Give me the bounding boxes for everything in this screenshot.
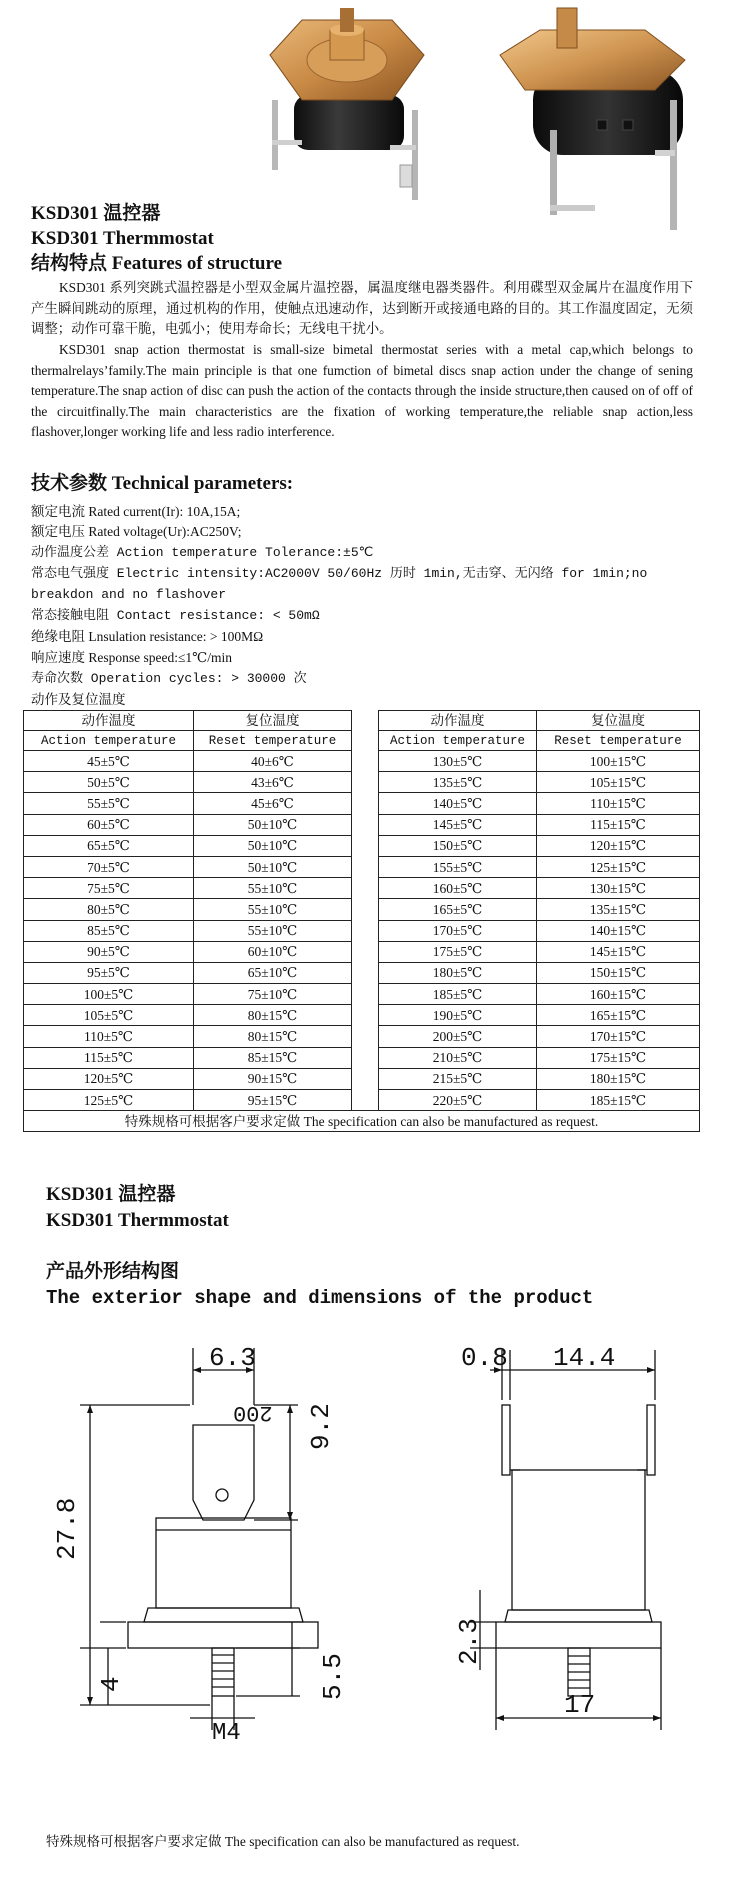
action-temp-cell: 210±5℃ — [379, 1047, 537, 1068]
action-temp-cell: 160±5℃ — [379, 878, 537, 899]
dim-tab-spacing: 14.4 — [553, 1343, 616, 1373]
drawing-front-view — [40, 1330, 360, 1730]
reset-temp-cell: 65±10℃ — [194, 962, 352, 983]
reset-temp-cell: 55±10℃ — [194, 878, 352, 899]
table-gap — [352, 1068, 379, 1089]
action-temp-cell: 105±5℃ — [24, 1005, 194, 1026]
reset-temp-cell: 145±15℃ — [537, 941, 700, 962]
title-en: KSD301 Thermmostat — [31, 228, 214, 249]
reset-temp-cell: 40±6℃ — [194, 751, 352, 772]
drawing-side-view — [450, 1330, 690, 1730]
product-photo-front — [262, 0, 432, 205]
action-temp-cell: 100±5℃ — [24, 984, 194, 1005]
reset-temp-cell: 170±15℃ — [537, 1026, 700, 1047]
action-temp-cell: 155±5℃ — [379, 856, 537, 877]
dim-stud-length: 5.5 — [318, 1653, 348, 1700]
action-temp-cell: 90±5℃ — [24, 941, 194, 962]
dim-total-height: 27.8 — [52, 1497, 82, 1560]
reset-temp-cell: 50±10℃ — [194, 835, 352, 856]
header-reset-cn: 复位温度 — [194, 711, 352, 731]
action-temp-cell: 185±5℃ — [379, 984, 537, 1005]
table-gap — [352, 941, 379, 962]
reset-temp-cell: 110±15℃ — [537, 793, 700, 814]
header-reset-en-2: Reset temperature — [537, 731, 700, 751]
action-temp-cell: 135±5℃ — [379, 772, 537, 793]
reset-temp-cell: 125±15℃ — [537, 856, 700, 877]
temperature-table — [23, 710, 700, 1132]
param-contact-resistance: 常态接触电阻 Contact resistance: < 50mΩ — [31, 608, 320, 623]
action-temp-cell: 95±5℃ — [24, 962, 194, 983]
action-temp-cell: 200±5℃ — [379, 1026, 537, 1047]
header-action-cn-2: 动作温度 — [379, 711, 537, 731]
reset-temp-cell: 80±15℃ — [194, 1005, 352, 1026]
reset-temp-cell: 130±15℃ — [537, 878, 700, 899]
product-photo-angle — [495, 0, 735, 240]
reset-temp-cell: 150±15℃ — [537, 962, 700, 983]
table-gap — [352, 899, 379, 920]
table-gap — [352, 962, 379, 983]
table-gap — [352, 1005, 379, 1026]
table-row — [24, 920, 700, 941]
reset-temp-cell: 60±10℃ — [194, 941, 352, 962]
table-row — [24, 1090, 700, 1111]
action-temp-cell: 220±5℃ — [379, 1090, 537, 1111]
tab-marking: 200 — [233, 1400, 273, 1425]
action-temp-cell: 170±5℃ — [379, 920, 537, 941]
action-temp-cell: 180±5℃ — [379, 962, 537, 983]
dim-tab-height: 9.2 — [306, 1403, 336, 1450]
reset-temp-cell: 120±15℃ — [537, 835, 700, 856]
table-row — [24, 814, 700, 835]
action-temp-cell: 65±5℃ — [24, 835, 194, 856]
reset-temp-cell: 75±10℃ — [194, 984, 352, 1005]
param-operation-cycles: 寿命次数 Operation cycles: > 30000 次 — [31, 671, 307, 686]
table-gap — [352, 711, 379, 731]
table-row — [24, 856, 700, 877]
section2-title-en: KSD301 Thermmostat — [46, 1210, 229, 1231]
intro-paragraph-en: KSD301 snap action thermostat is small-size bimetal thermostat series with a metal cap,which belongs to thermalrelays’family.The main principle is that one fumction of bimetal discs snap action under the change of sening temperature.The snap action of disc can push the action of the contacts through the inside structure,then caused on of off of the circuitfinally.The main characteristics are the fixation of working temperature,the reliable snap action,less flashover,longer working life and less radio interference. — [31, 342, 693, 439]
table-row — [24, 1047, 700, 1068]
drawing-heading-en: The exterior shape and dimensions of the product — [46, 1287, 594, 1309]
param-tolerance: 动作温度公差 Action temperature Tolerance:±5℃ — [31, 545, 374, 560]
dim-thread: M4 — [212, 1720, 241, 1747]
action-temp-cell: 140±5℃ — [379, 793, 537, 814]
dim-base-width: 17 — [564, 1690, 596, 1720]
header-action-en-2: Action temperature — [379, 731, 537, 751]
table-header-row-cn — [24, 711, 700, 731]
intro-paragraph-cn: KSD301 系列突跳式温控器是小型双金属片温控器，属温度继电器类器件。利用碟型双金属片在温度作用下产生瞬间跳动的原理，通过机构的作用，使触点迅速动作，达到断开或接通电路的目的。其工作温度固定，无须调整；动作可靠干脆，电弧小；使用寿命长；无线电干扰小。 — [31, 280, 693, 336]
action-temp-cell: 130±5℃ — [379, 751, 537, 772]
action-temp-cell: 75±5℃ — [24, 878, 194, 899]
footer-note: 特殊规格可根据客户要求定做 The specification can also be manufactured as request. — [46, 1834, 520, 1849]
table-row — [24, 899, 700, 920]
table-gap — [352, 751, 379, 772]
reset-temp-cell: 50±10℃ — [194, 856, 352, 877]
action-temp-cell: 175±5℃ — [379, 941, 537, 962]
table-gap — [352, 793, 379, 814]
table-row — [24, 1026, 700, 1047]
table-gap — [352, 920, 379, 941]
table-gap — [352, 772, 379, 793]
reset-temp-cell: 175±15℃ — [537, 1047, 700, 1068]
param-electric-intensity: 常态电气强度 Electric intensity:AC2000V 50/60Hz 历时 1min,无击穿、无闪络 for 1min;no breakdon and no flashover — [31, 566, 648, 602]
reset-temp-cell: 95±15℃ — [194, 1090, 352, 1111]
param-response-speed: 响应速度 Response speed:≤1℃/min — [31, 650, 232, 665]
action-temp-cell: 55±5℃ — [24, 793, 194, 814]
reset-temp-cell: 43±6℃ — [194, 772, 352, 793]
table-row — [24, 772, 700, 793]
reset-temp-cell: 115±15℃ — [537, 814, 700, 835]
header-action-cn: 动作温度 — [24, 711, 194, 731]
reset-temp-cell: 160±15℃ — [537, 984, 700, 1005]
table-gap — [352, 1047, 379, 1068]
action-temp-cell: 120±5℃ — [24, 1068, 194, 1089]
action-temp-cell: 80±5℃ — [24, 899, 194, 920]
reset-temp-cell: 100±15℃ — [537, 751, 700, 772]
table-gap — [352, 984, 379, 1005]
action-temp-cell: 165±5℃ — [379, 899, 537, 920]
table-row — [24, 835, 700, 856]
dim-width-top: 6.3 — [209, 1343, 256, 1373]
reset-temp-cell: 50±10℃ — [194, 814, 352, 835]
action-temp-cell: 50±5℃ — [24, 772, 194, 793]
table-gap — [352, 814, 379, 835]
title-cn: KSD301 温控器 — [31, 203, 161, 224]
dim-base-height: 4 — [96, 1676, 126, 1692]
reset-temp-cell: 185±15℃ — [537, 1090, 700, 1111]
table-gap — [352, 731, 379, 751]
action-temp-cell: 115±5℃ — [24, 1047, 194, 1068]
action-temp-cell: 125±5℃ — [24, 1090, 194, 1111]
action-temp-cell: 150±5℃ — [379, 835, 537, 856]
table-footer-note: 特殊规格可根据客户要求定做 The specification can also be manufactured as request. — [24, 1111, 700, 1132]
action-temp-cell: 45±5℃ — [24, 751, 194, 772]
param-temp-caption: 动作及复位温度 — [31, 692, 126, 707]
reset-temp-cell: 140±15℃ — [537, 920, 700, 941]
param-rated-current: 额定电流 Rated current(Ir): 10A,15A; — [31, 504, 241, 519]
table-footer-row — [24, 1111, 700, 1132]
table-gap — [352, 835, 379, 856]
table-row — [24, 1068, 700, 1089]
action-temp-cell: 190±5℃ — [379, 1005, 537, 1026]
table-gap — [352, 856, 379, 877]
table-row — [24, 1005, 700, 1026]
action-temp-cell: 145±5℃ — [379, 814, 537, 835]
reset-temp-cell: 55±10℃ — [194, 899, 352, 920]
table-row — [24, 984, 700, 1005]
params-heading: 技术参数 Technical parameters: — [31, 473, 294, 494]
action-temp-cell: 60±5℃ — [24, 814, 194, 835]
action-temp-cell: 85±5℃ — [24, 920, 194, 941]
action-temp-cell: 70±5℃ — [24, 856, 194, 877]
reset-temp-cell: 85±15℃ — [194, 1047, 352, 1068]
table-row — [24, 793, 700, 814]
table-gap — [352, 1026, 379, 1047]
reset-temp-cell: 55±10℃ — [194, 920, 352, 941]
drawing-heading-cn: 产品外形结构图 — [46, 1261, 180, 1282]
param-rated-voltage: 额定电压 Rated voltage(Ur):AC250V; — [31, 524, 242, 539]
structure-heading: 结构特点 Features of structure — [31, 253, 282, 274]
reset-temp-cell: 165±15℃ — [537, 1005, 700, 1026]
table-row — [24, 751, 700, 772]
param-insulation: 绝缘电阻 Lnsulation resistance: > 100MΩ — [31, 629, 264, 644]
table-header-row-en — [24, 731, 700, 751]
reset-temp-cell: 135±15℃ — [537, 899, 700, 920]
reset-temp-cell: 80±15℃ — [194, 1026, 352, 1047]
reset-temp-cell: 45±6℃ — [194, 793, 352, 814]
header-reset-cn-2: 复位温度 — [537, 711, 700, 731]
section2-title-cn: KSD301 温控器 — [46, 1184, 176, 1205]
table-row — [24, 878, 700, 899]
reset-temp-cell: 105±15℃ — [537, 772, 700, 793]
header-reset-en: Reset temperature — [194, 731, 352, 751]
header-action-en: Action temperature — [24, 731, 194, 751]
table-gap — [352, 878, 379, 899]
table-gap — [352, 1090, 379, 1111]
table-row — [24, 941, 700, 962]
dim-flange-height: 2.3 — [454, 1618, 484, 1665]
reset-temp-cell: 90±15℃ — [194, 1068, 352, 1089]
reset-temp-cell: 180±15℃ — [537, 1068, 700, 1089]
action-temp-cell: 110±5℃ — [24, 1026, 194, 1047]
table-row — [24, 962, 700, 983]
action-temp-cell: 215±5℃ — [379, 1068, 537, 1089]
dim-tab-thickness: 0.8 — [461, 1343, 508, 1373]
